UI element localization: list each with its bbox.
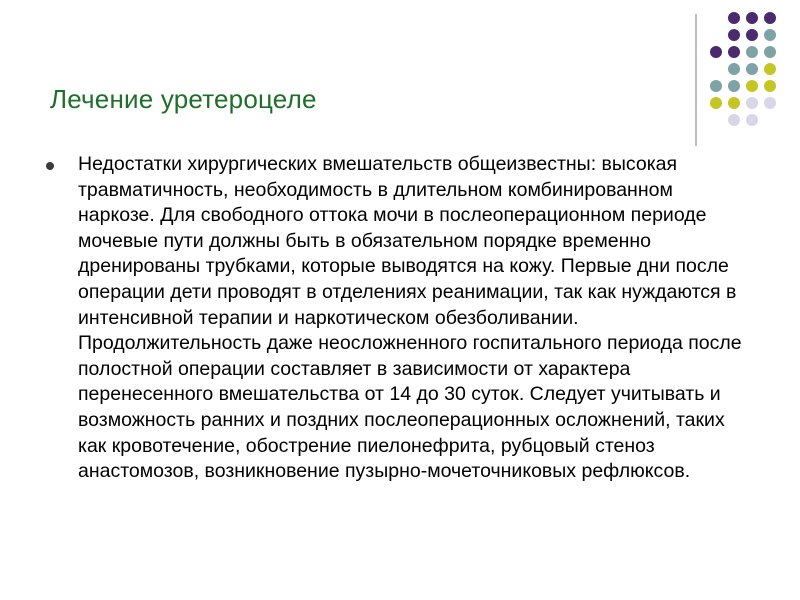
- decorative-dot: [746, 29, 758, 41]
- decorative-dot: [746, 63, 758, 75]
- slide-title: Лечение уретероцеле: [50, 84, 317, 114]
- decorative-dot-grid: [708, 12, 788, 128]
- decorative-dot: [764, 46, 776, 58]
- bullet-icon: [46, 162, 54, 170]
- decorative-dot: [746, 46, 758, 58]
- decorative-dot: [710, 46, 722, 58]
- vertical-divider: [695, 14, 697, 146]
- decorative-dot: [728, 114, 740, 126]
- decorative-dot: [710, 80, 722, 92]
- decorative-dot: [728, 80, 740, 92]
- decorative-dot: [746, 80, 758, 92]
- decorative-dot: [746, 114, 758, 126]
- decorative-dot: [764, 63, 776, 75]
- decorative-dot: [764, 80, 776, 92]
- decorative-dot: [764, 29, 776, 41]
- decorative-dot: [764, 12, 776, 24]
- list-item: [46, 152, 746, 485]
- decorative-dot: [710, 97, 722, 109]
- body-list: [46, 152, 746, 485]
- decorative-dot: [728, 12, 740, 24]
- decorative-dot: [746, 12, 758, 24]
- decorative-dot: [746, 97, 758, 109]
- decorative-dot: [764, 97, 776, 109]
- decorative-dot: [728, 63, 740, 75]
- decorative-dot: [728, 29, 740, 41]
- decorative-dot: [728, 46, 740, 58]
- body-paragraph: Недостатки хирургических вмешательств общеизвестны: высокая травматичность, необходимость в длительном комбинированном наркозе. Для свободного оттока мочи в послеоперационном периоде мочевые пути должны быть в обязательном порядке временно дренированы трубками, которые выводятся на кожу. Первые дни после операции дети проводят в отделениях реанимации, так как нуждаются в интенсивной терапии и наркотическом обезболивании. Продолжительность даже неосложненного госпитального периода после полостной операции составляет в зависимости от характера перенесенного вмешательства от 14 до 30 суток. Следует учитывать и возможность ранних и поздних послеоперационных осложнений, таких как кровотечение, обострение пиелонефрита, рубцовый стеноз анастомозов, возникновение пузырно-мочеточниковых рефлюксов.: [78, 153, 742, 483]
- decorative-dot: [728, 97, 740, 109]
